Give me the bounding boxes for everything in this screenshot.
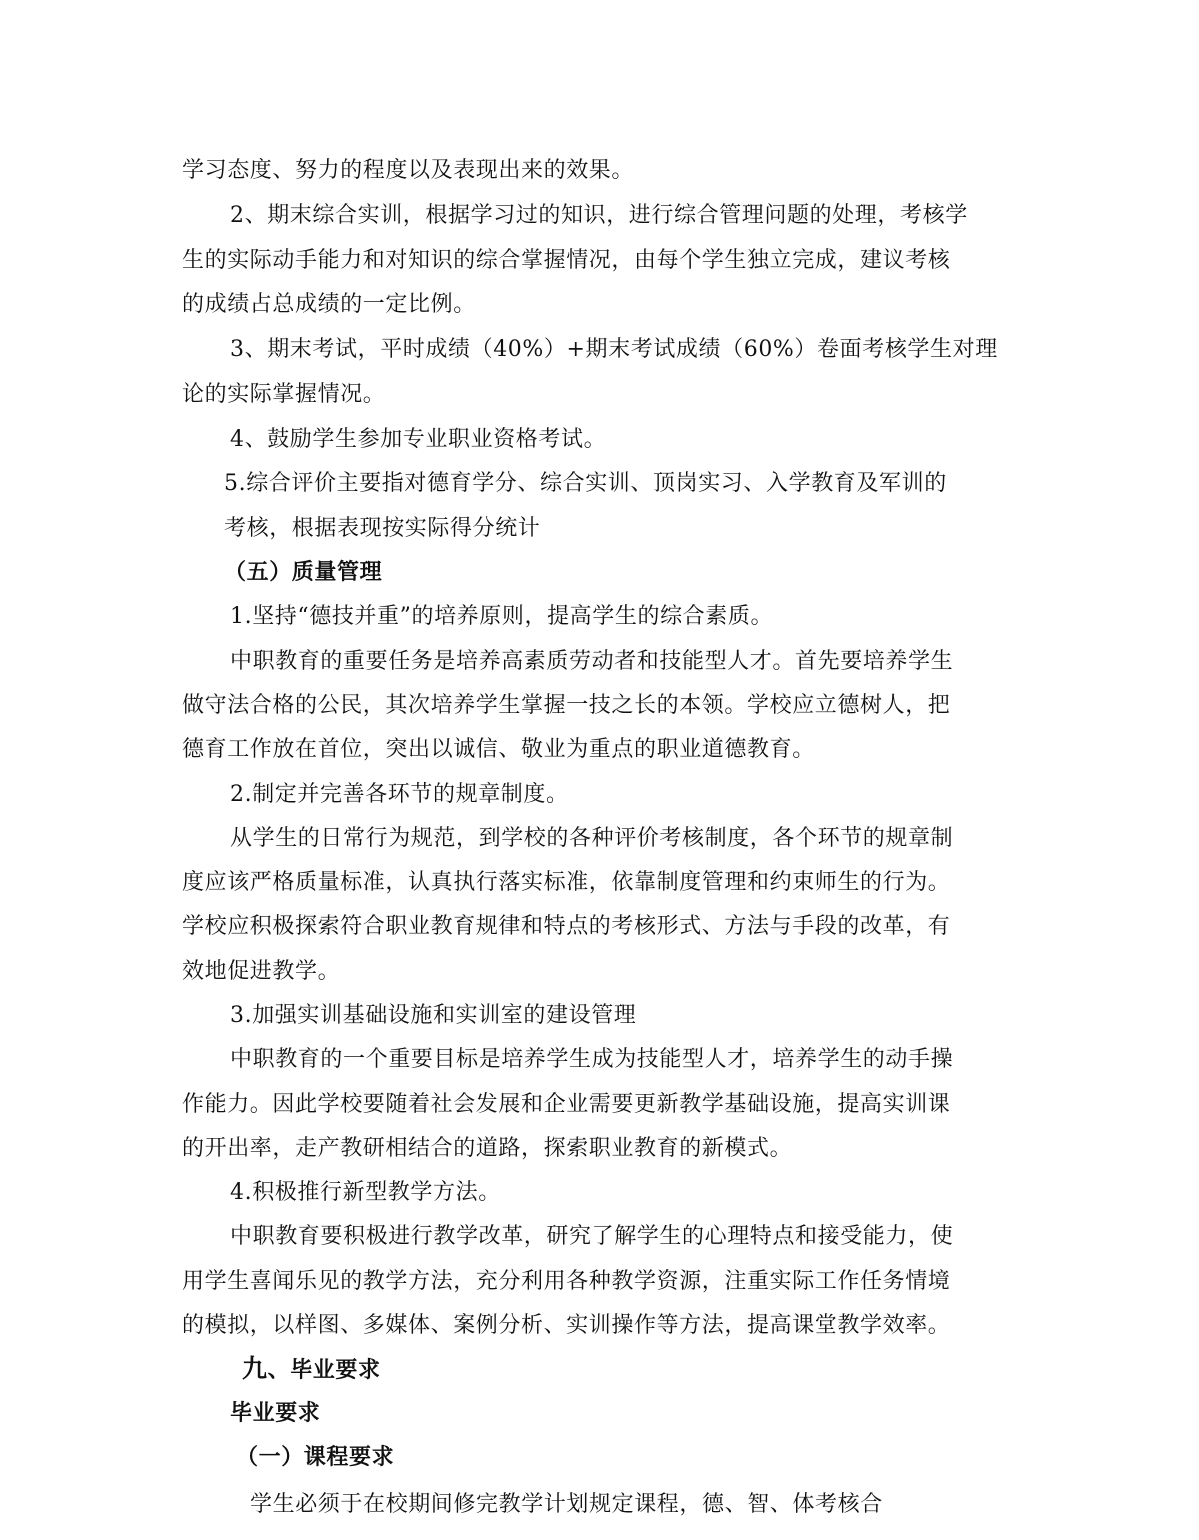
paragraph-line: 从学生的日常行为规范，到学校的各种评价考核制度，各个环节的规章制: [230, 826, 954, 851]
paragraph-line: 3、期末考试，平时成绩（40%）+期末考试成绩（60%）卷面考核学生对理: [230, 337, 998, 362]
section-heading: （一）课程要求: [236, 1445, 395, 1470]
paragraph-line: 5.综合评价主要指对德育学分、综合实训、顶岗实习、入学教育及军训的: [224, 471, 947, 496]
subtitle: 毕业要求: [230, 1401, 321, 1426]
paragraph-line: 学生必须于在校期间修完教学计划规定课程，德、智、体考核合: [250, 1492, 883, 1517]
paragraph-line: 中职教育的一个重要目标是培养学生成为技能型人才，培养学生的动手操: [230, 1047, 954, 1072]
paragraph-line: 德育工作放在首位，突出以诚信、敬业为重点的职业道德教育。: [182, 737, 815, 762]
chapter-number: 九: [242, 1354, 268, 1383]
paragraph-line: 2、期末综合实训，根据学习过的知识，进行综合管理问题的处理，考核学: [230, 203, 968, 228]
paragraph-line: 用学生喜闻乐见的教学方法，充分利用各种教学资源，注重实际工作任务情境: [182, 1269, 951, 1294]
paragraph-line: 考核，根据表现按实际得分统计: [224, 516, 541, 541]
chapter-title: 、毕业要求: [267, 1358, 381, 1383]
paragraph-line: 学校应积极探索符合职业教育规律和特点的考核形式、方法与手段的改革，有: [182, 914, 951, 939]
paragraph-line: 做守法合格的公民，其次培养学生掌握一技之长的本领。学校应立德树人，把: [182, 693, 951, 718]
item-title: 2.制定并完善各环节的规章制度。: [230, 782, 569, 807]
chapter-heading: [242, 1354, 381, 1386]
paragraph-line: 生的实际动手能力和对知识的综合掌握情况，由每个学生独立完成，建议考核: [182, 248, 951, 273]
paragraph-line: 中职教育要积极进行教学改革，研究了解学生的心理特点和接受能力，使: [230, 1224, 954, 1249]
paragraph-line: 的开出率，走产教研相结合的道路，探索职业教育的新模式。: [182, 1136, 793, 1161]
paragraph-line: 4、鼓励学生参加专业职业资格考试。: [230, 427, 607, 452]
paragraph-line: 论的实际掌握情况。: [182, 382, 386, 407]
paragraph-line: 效地促进教学。: [182, 959, 341, 984]
paragraph-line: 学习态度、努力的程度以及表现出来的效果。: [182, 158, 635, 183]
paragraph-line: 的模拟，以样图、多媒体、案例分析、实训操作等方法，提高课堂教学效率。: [182, 1313, 951, 1338]
section-heading: （五）质量管理: [224, 560, 383, 585]
item-title: 1.坚持“德技并重”的培养原则，提高学生的综合素质。: [230, 604, 774, 629]
paragraph-line: 作能力。因此学校要随着社会发展和企业需要更新教学基础设施，提高实训课: [182, 1092, 951, 1117]
paragraph-line: 的成绩占总成绩的一定比例。: [182, 292, 476, 317]
item-title: 3.加强实训基础设施和实训室的建设管理: [230, 1003, 637, 1028]
item-title: 4.积极推行新型教学方法。: [230, 1180, 501, 1205]
paragraph-line: 中职教育的重要任务是培养高素质劳动者和技能型人才。首先要培养学生: [230, 649, 954, 674]
paragraph-line: 度应该严格质量标准，认真执行落实标准，依靠制度管理和约束师生的行为。: [182, 870, 951, 895]
